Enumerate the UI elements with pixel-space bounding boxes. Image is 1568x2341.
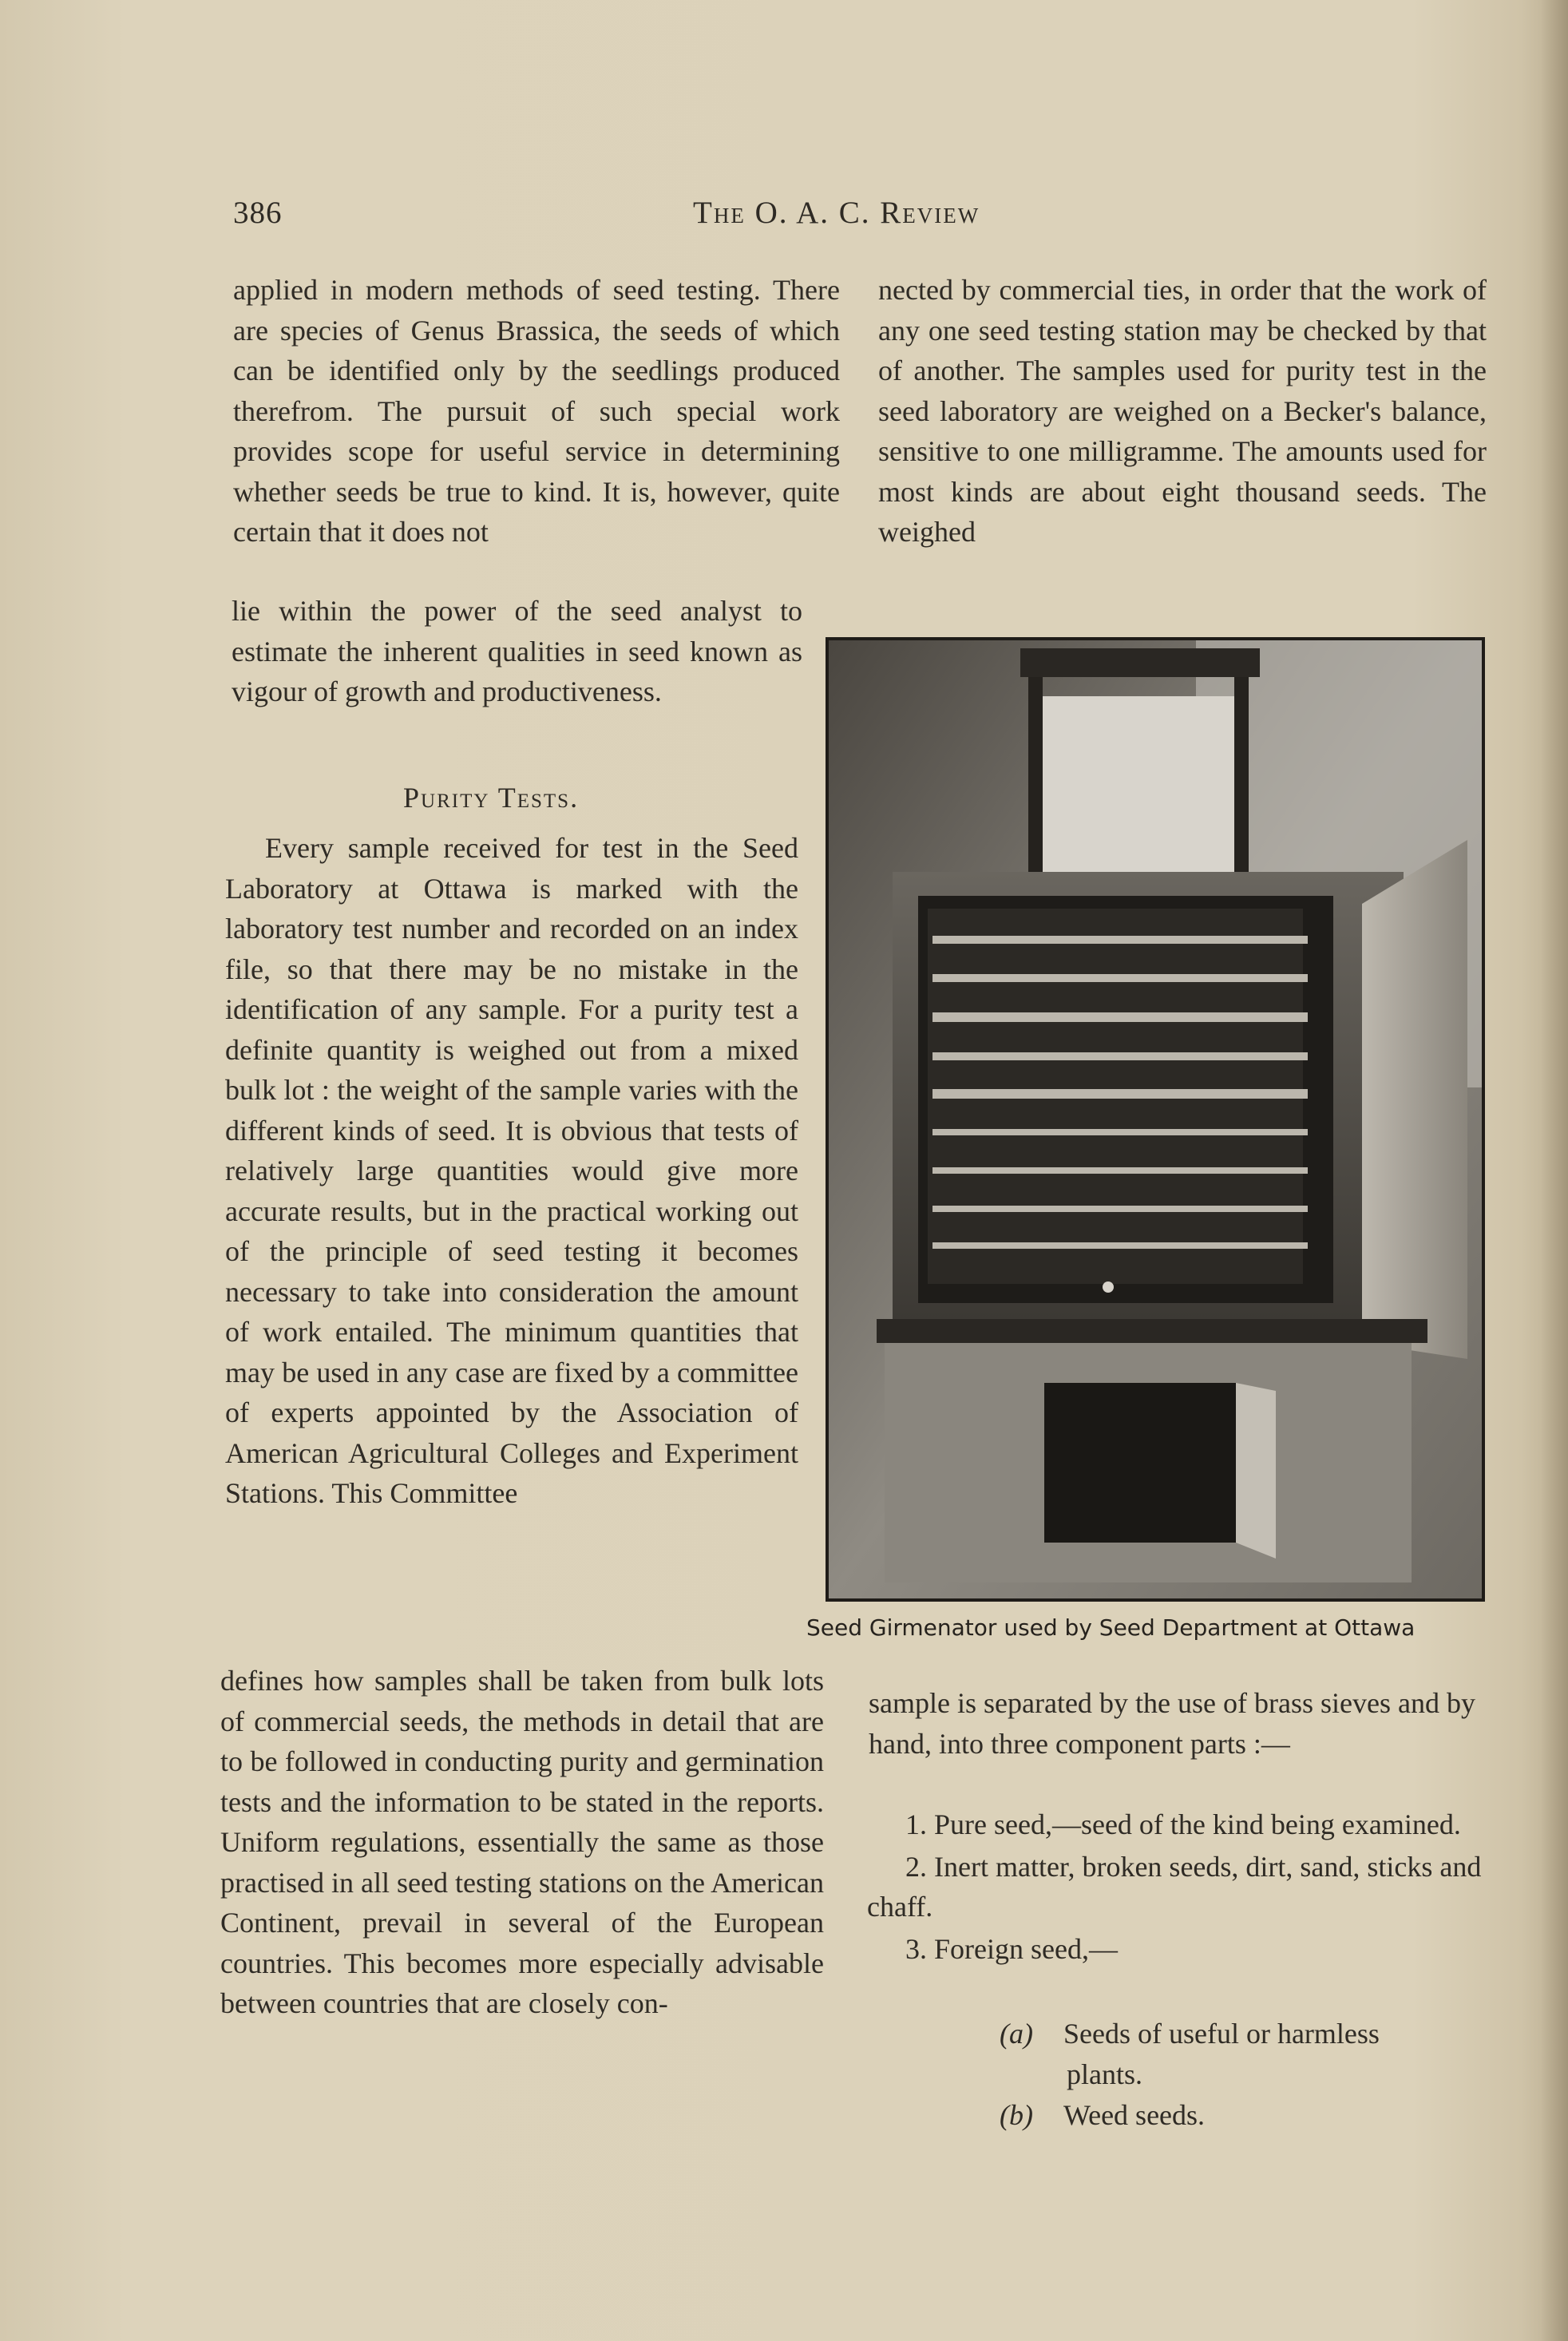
right-paragraph-2: sample is separated by the use of brass sieves and by hand, into three component parts :—: [869, 1687, 1475, 1760]
section-heading-purity-tests: Purity Tests.: [403, 782, 580, 814]
list-item-number: 2.: [905, 1850, 927, 1883]
sub-list-letter: (b): [1000, 2099, 1033, 2131]
sub-list-item-a: [1000, 2014, 1495, 2094]
page-number: 386: [233, 196, 283, 230]
sub-list-letter: (a): [1000, 2018, 1033, 2050]
right-paragraph-1: nected by commercial ties, in order that the work of any one seed testing station may be checked by that of another. The samples used for purity test in the seed laboratory are weighed on a Becker's balance, sensitive to one milligramme. The amounts used for most kinds are about eight thousand seeds. The weighed: [878, 274, 1487, 548]
sub-list-text: Seeds of useful or harmless: [1063, 2018, 1380, 2050]
left-paragraph-1: applied in modern methods of seed testing. There are species of Genus Brassica, the seeds of which can be identified only by the seedlings produced therefrom. The pursuit of such special work provides scope for useful service in determining whether seeds be true to kind. It is, however, quite certain that it does not: [233, 274, 840, 548]
left-paragraph-3: defines how samples shall be taken from bulk lots of commercial seeds, the methods in detail that are to be followed in conducting purity and germination tests and the information to be stated in the reports. Uniform regulations, essentially the same as those practised in all seed testing stations on the American Continent, prevail in several of the European countries. This becomes more especially advisable between countries that are closely con-: [220, 1665, 824, 2019]
list-item: [867, 1929, 1490, 1970]
page-spine-shadow: [1541, 0, 1568, 2341]
left-paragraph-2: Every sample received for test in the Seed Laboratory at Ottawa is marked with the laboratory test number and recorded on an index file, so that there may be no mistake in the identification of any sample. For a purity test a definite quantity is weighed out from a mixed bulk lot : the weight of the sample varies with the different kinds of seed. It is obvious that tests of relatively large quantities would give more accurate results, but in the practical working out of the principle of seed testing it becomes necessary to take into consideration the amount of work entailed. The minimum quantities that may be used in any case are fixed by a committee of experts appointed by the Association of American Agricultural Colleges and Experiment Stations. This Committee: [225, 832, 798, 1509]
list-item: [867, 1804, 1490, 1845]
germinator-illustration: [829, 640, 1482, 1598]
component-parts-list: [867, 1804, 1490, 1971]
figure-caption: Seed Girmenator used by Seed Department at Ottawa: [806, 1614, 1416, 1641]
list-item-number: 3.: [905, 1932, 927, 1965]
page-header: [0, 195, 1568, 243]
list-item-text: Foreign seed,—: [934, 1932, 1118, 1965]
list-item-text: Pure seed,—seed of the kind being examined.: [934, 1808, 1461, 1840]
left-paragraph-1-continued: lie within the power of the seed analyst to estimate the inherent qualities in seed known as vigour of growth and productiveness.: [232, 595, 802, 707]
sub-list-item-b: [1000, 2095, 1495, 2136]
sub-list-continuation: plants.: [1067, 2058, 1142, 2090]
list-item: [867, 1847, 1490, 1927]
germinator-photograph: [826, 637, 1485, 1602]
list-item-number: 1.: [905, 1808, 927, 1840]
list-item-text: Inert matter, broken seeds, dirt, sand, sticks and chaff.: [867, 1850, 1482, 1923]
sub-list-text: Weed seeds.: [1063, 2099, 1206, 2131]
running-title: The O. A. C. Review: [693, 196, 980, 230]
